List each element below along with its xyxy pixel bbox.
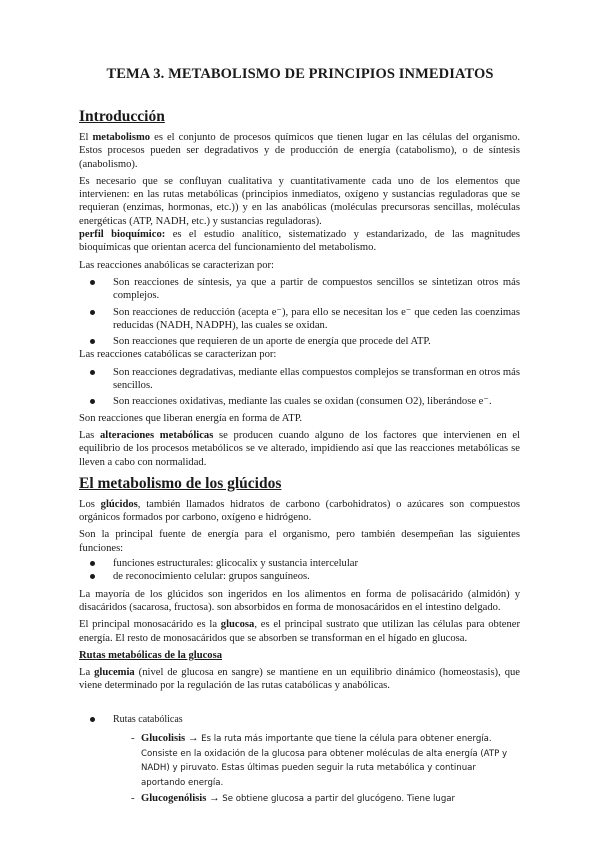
energy-line: Son reacciones que liberan energía en forma de ATP. [79, 412, 303, 424]
list-item: Son reacciones de síntesis, ya que a partir de compuestos sencillos se sintetizan otros más complejos. [79, 276, 520, 303]
list-item: Son reacciones degradativas, mediante ellas compuestos complejos se transforman en otros más sencillos. [79, 366, 520, 393]
catabolic-intro: Las reacciones catabólicas se caracterizan por: [79, 349, 277, 361]
glucidos-definition: Los glúcidos, también llamados hidratos de carbono (carbohidratos) o azúcares son compuestos orgánicos formados por carbono, oxígeno e hidrógeno. [79, 498, 520, 524]
arrow-icon: → [187, 732, 199, 744]
term-glucidos: glúcidos [100, 498, 138, 510]
metabolic-alterations-paragraph: Las alteraciones metabólicas se producen cuando alguno de los factores que intervienen en el equilibrio de los procesos metabólicos se ve alterado, impidiendo así que las reacciones metabólicas se lleven a cabo con normalidad. [79, 429, 520, 468]
term-glucemia: glucemia [94, 667, 135, 679]
term-alteraciones: alteraciones metabólicas [99, 429, 214, 441]
term-glucosa: glucosa [220, 619, 255, 631]
list-item: Son reacciones de reducción (acepta e⁻), para ello se necesitan los e⁻ que ceden las coenzimas reducidas (NADH, NADPH), las cuales se oxidan. [79, 306, 520, 333]
list-item: Son reacciones oxidativas, mediante las cuales se oxidan (consumen O2), liberándose e⁻. [79, 395, 520, 408]
energy-source-paragraph: Son la principal fuente de energía para el organismo, pero también desempeñan las siguientes funciones: [79, 529, 520, 554]
route-description: Se obtiene glucosa a partir del glucógeno. Tiene lugar [222, 794, 456, 805]
anabolic-list [79, 276, 520, 348]
glucidos-heading: El metabolismo de los glúcidos [79, 474, 282, 492]
route-name: Glucogenólisis [141, 793, 207, 805]
route-name: Glucolisis [141, 732, 186, 744]
catabolic-routes-list [79, 713, 520, 726]
ingestion-paragraph: La mayoría de los glúcidos son ingeridos en los alimentos en forma de polisacárido (almidón) y disacáridos (sacarosa, fructosa). son absorbidos en forma de monosacáridos en el intestino delgado. [79, 588, 520, 613]
list-item: Son reacciones que requieren de un aporte de energía que procede del ATP. [79, 335, 520, 348]
routes-heading: Rutas metabólicas de la glucosa [79, 649, 223, 661]
elements-paragraph: Es necesario que se confluyan cualitativa y cuantitativamente cada uno de los elementos que intervienen: en las rutas metabólicas (principios inmediatos, oxígeno y sustancias reguladoras que se requieran (enzimas, hormonas, etc.)) y en las anabólicas (moléculas precursoras sencillas, moléculas energéticas (ATP, NADH, etc.) y sustancias reguladoras). [79, 175, 520, 227]
route-item-glucogenolisis [79, 792, 520, 807]
term-metabolismo: metabolismo [92, 132, 151, 143]
glucose-paragraph: El principal monosacárido es la glucosa, es el principal sustrato que utilizan las células para obtener energía. El resto de monosacáridos que se absorben se transforman en el hígado en glucosa. [79, 619, 520, 644]
term-perfil-bioquimico: perfil bioquímico: [79, 229, 166, 241]
anabolic-intro: Las reacciones anabólicas se caracterizan por: [79, 259, 274, 271]
functions-list [79, 557, 520, 584]
document-title: TEMA 3. METABOLISMO DE PRINCIPIOS INMEDIATOS [106, 66, 494, 82]
biochemical-profile-paragraph: perfil bioquímico: es el estudio analítico, sistematizado y estandarizado, de las magnitudes bioquímicas que orientan acerca del funcionamiento del metabolismo. [79, 229, 520, 254]
glucemia-paragraph: La glucemia (nivel de glucosa en sangre) se mantiene en un equilibrio dinámico (homeostasis), que viene determinado por la regulación de las rutas catabólicas y anabólicas. [79, 667, 520, 692]
arrow-icon: → [209, 793, 220, 805]
metabolism-definition: El metabolismo es el conjunto de procesos químicos que tienen lugar en las células del organismo. Estos procesos pueden ser degradativos y de producción de energía (catabolismo), o de síntesis (anabolismo). [79, 132, 520, 170]
list-item: de reconocimiento celular: grupos sanguíneos. [79, 570, 520, 583]
route-item-glucolisis [79, 732, 520, 790]
list-item: Rutas catabólicas [79, 713, 520, 726]
document-body [79, 108, 520, 807]
route-description: Es la ruta más importante que tiene la célula para obtener energía. Consiste en la oxidación de la glucosa para obtener moléculas de alta energía (ATP y NADH) y piruvato. Estas últimas pueden seguir la ruta metabólica y continuar aportando energía. [141, 733, 508, 788]
routes-list [79, 732, 520, 807]
catabolic-list [79, 366, 520, 409]
intro-heading: Introducción [79, 108, 165, 125]
list-item: funciones estructurales: glicocalix y sustancia intercelular [79, 557, 520, 570]
